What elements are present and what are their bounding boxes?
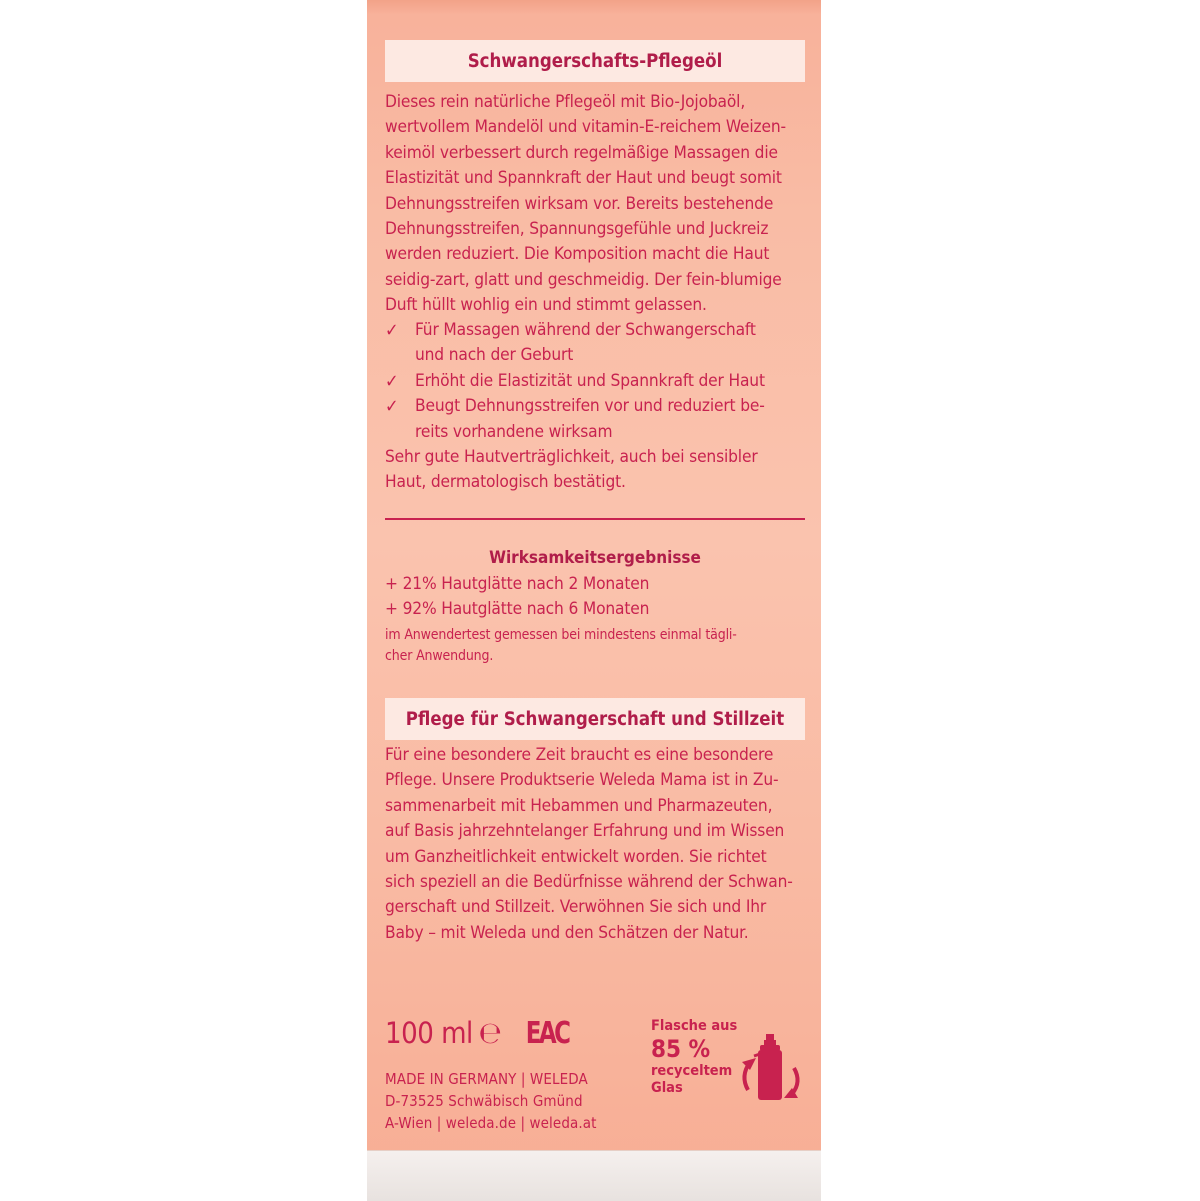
section-title-care xyxy=(385,698,805,740)
care-line: auf Basis jahrzehntelanger Erfahrung und im Wissen xyxy=(385,821,785,842)
recycle-percent: 85 % xyxy=(651,1035,711,1063)
tolerance-line: Haut, dermatologisch bestätigt. xyxy=(385,472,626,493)
benefit-text: reits vorhandene wirksam xyxy=(415,421,613,442)
description-line: Dieses rein natürliche Pflegeöl mit Bio-Jojobaöl, xyxy=(385,92,746,112)
recycle-line: Glas xyxy=(651,1080,683,1096)
care-line: gerschaft und Stillzeit. Verwöhnen Sie sich und Ihr xyxy=(385,897,767,918)
description-line: Elastizität und Spannkraft der Haut und beugt somit xyxy=(385,168,782,189)
benefit-text: Für Massagen während der Schwangerschaft xyxy=(415,320,756,340)
care-line: Baby – mit Weleda und den Schätzen der Natur. xyxy=(385,922,749,943)
description-line: Dehnungsstreifen wirksam vor. Bereits bestehende xyxy=(385,193,774,214)
address-line: D-73525 Schwäbisch Gmünd xyxy=(385,1092,583,1110)
results-heading: Wirksamkeitsergebnisse xyxy=(489,548,701,568)
care-line: sammenarbeit mit Hebammen und Pharmazeuten, xyxy=(385,795,773,816)
description-line: keimöl verbessert durch regelmäßige Massagen die xyxy=(385,142,778,163)
benefit-list xyxy=(385,318,807,445)
description-line: Dehnungsstreifen, Spannungsgefühle und Juckreiz xyxy=(385,219,769,240)
address-line: A-Wien | weleda.de | weleda.at xyxy=(385,1114,597,1132)
recycled-bottle-icon xyxy=(736,1032,808,1106)
volume-text: 100 ml xyxy=(385,1016,473,1050)
benefit-item xyxy=(385,369,807,394)
address-line: MADE IN GERMANY | WELEDA xyxy=(385,1070,588,1088)
volume-row xyxy=(385,1016,572,1051)
description-line: seidig-zart, glatt und geschmeidig. Der fein-blumige xyxy=(385,269,782,290)
description-line: Duft hüllt wohlig ein und stimmt gelassen. xyxy=(385,295,707,316)
eac-mark-icon: EAC xyxy=(525,1016,569,1051)
care-description xyxy=(385,743,807,946)
results-list xyxy=(385,572,807,667)
tolerance-line: Sehr gute Hautverträglichkeit, auch bei sensibler xyxy=(385,447,758,467)
care-line: um Ganzheitlichkeit entwickelt worden. Sie richtet xyxy=(385,846,767,867)
footnote-line: im Anwendertest gemessen bei mindestens einmal tägli- xyxy=(385,626,737,643)
benefit-text: Beugt Dehnungsstreifen vor und reduziert be- xyxy=(415,396,765,417)
box-top-edge xyxy=(367,0,821,14)
checkmark-icon: ✓ xyxy=(385,396,399,418)
description-line: werden reduziert. Die Komposition macht die Haut xyxy=(385,244,770,265)
benefit-item xyxy=(385,318,807,369)
benefit-item xyxy=(385,394,807,445)
product-description xyxy=(385,90,807,319)
recycle-info xyxy=(651,1018,737,1097)
recycle-line: recyceltem xyxy=(651,1063,733,1079)
checkmark-icon: ✓ xyxy=(385,320,399,341)
care-line: Für eine besondere Zeit braucht es eine besondere xyxy=(385,745,774,765)
section-title-oil-text: Schwangerschafts-Pflegeöl xyxy=(467,50,723,72)
tolerance-note xyxy=(385,445,807,496)
care-line: sich speziell an die Bedürfnisse während der Schwan- xyxy=(385,872,793,893)
footnote-line: cher Anwendung. xyxy=(385,647,494,664)
estimated-sign-icon: ℮ xyxy=(478,1016,502,1051)
description-line: wertvollem Mandelöl und vitamin-E-reichem Weizen- xyxy=(385,117,786,138)
manufacturer-address xyxy=(385,1068,597,1134)
result-line: + 92% Hautglätte nach 6 Monaten xyxy=(385,599,650,620)
care-line: Pflege. Unsere Produktserie Weleda Mama ist in Zu- xyxy=(385,770,779,791)
box-bottom-flap xyxy=(367,1150,821,1201)
results-footnote xyxy=(385,625,807,667)
recycle-line: Flasche aus xyxy=(651,1018,738,1034)
section-title-care-text: Pflege für Schwangerschaft und Stillzeit xyxy=(405,708,785,730)
section-title-oil xyxy=(385,40,805,82)
benefit-text: Erhöht die Elastizität und Spannkraft der Haut xyxy=(415,370,765,391)
benefit-text: und nach der Geburt xyxy=(415,345,574,366)
result-line: + 21% Hautglätte nach 2 Monaten xyxy=(385,574,650,594)
spacer xyxy=(385,680,805,682)
divider xyxy=(385,518,805,520)
checkmark-icon: ✓ xyxy=(385,370,399,392)
